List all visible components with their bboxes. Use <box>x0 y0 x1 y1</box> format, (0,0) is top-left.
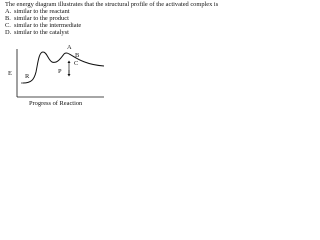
label-a: A <box>67 44 72 51</box>
label-p: P <box>58 68 62 75</box>
question-page <box>0 0 219 109</box>
energy-diagram <box>0 0 219 109</box>
energy-curve <box>23 52 104 83</box>
label-b: B <box>75 52 80 59</box>
marker-arrow-up <box>68 61 71 64</box>
option-a-letter: A. <box>5 8 12 16</box>
marker-arrow-down <box>68 74 71 77</box>
label-c: C <box>74 60 79 67</box>
option-b-text: similar to the product <box>14 15 69 23</box>
question-stem: The energy diagram illustrates that the structural profile of the activated complex is <box>5 1 219 8</box>
y-axis-label: E <box>8 70 12 77</box>
x-axis-label: Progress of Reaction <box>29 100 83 107</box>
option-b-letter: B. <box>5 15 11 23</box>
option-d-text: similar to the catalyst <box>14 29 69 37</box>
option-c-letter: C. <box>5 22 11 30</box>
option-d-letter: D. <box>5 29 12 37</box>
option-a-text: similar to the reactant <box>14 8 70 16</box>
label-r: R <box>25 73 30 80</box>
option-c-text: similar to the intermediate <box>14 22 82 30</box>
